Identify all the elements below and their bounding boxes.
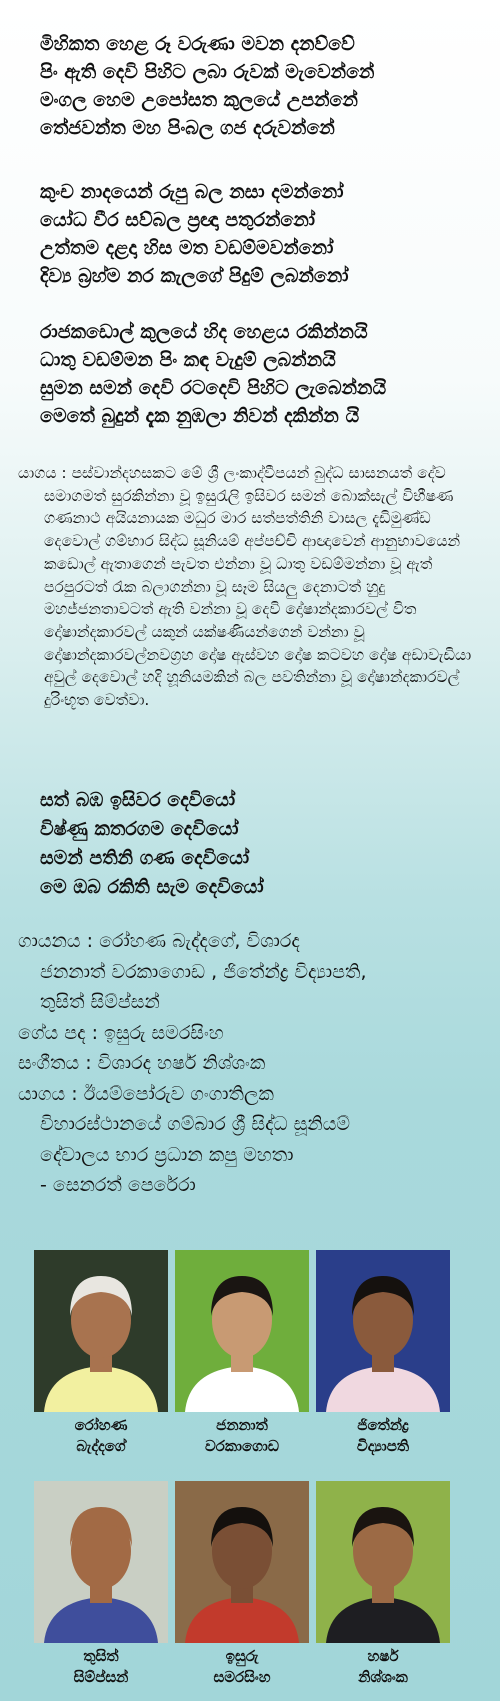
artist-name-line-1: ඉසුරු [225,1647,259,1665]
verse-line: මෙතේ බුදුන් දැක නුඹලා නිවන් දකින්න යි [40,405,360,427]
artist-photo [316,1481,450,1643]
music-credit [18,1048,488,1079]
verse-2 [40,178,470,290]
verse-3 [40,318,470,430]
singers-line-1: රෝහණ බැද්දගේ, විශාරද [99,930,300,952]
verse-line: සුමන සමන් දෙවි රටදෙවි පිහිට ලැබෙන්නයි [40,377,387,399]
artist-caption [34,1646,168,1692]
portrait-image [34,1481,168,1643]
artist-name-line-1: ජිතේන්ද්‍ර [357,1416,409,1434]
artist-caption [175,1646,309,1692]
artist-photo [175,1250,309,1412]
yaga-intro [18,462,478,712]
artist-photo [34,1481,168,1643]
artist-caption [175,1415,309,1461]
artist-card [34,1481,168,1692]
verse-1 [40,30,470,142]
singers-line-2: ජනනාත් වරකාගොඩ , ජිතේන්ද්‍ර විද්‍යාපති, [40,960,367,983]
artist-name-line-1: ජනනාත් [216,1416,268,1434]
artist-card [316,1250,450,1461]
singers-line-3: තුසිත් සිම්ප්සන් [40,991,160,1013]
yaga-credit [18,1079,488,1110]
verse-line: තේජවන්ත මහ පිංබල ගජ දරුවන්නේ [40,117,335,139]
yaga-line-1: ඊයම්පෝරුව ගංගාතිලක [83,1082,274,1105]
yaga-paragraph [18,462,478,712]
portrait-image [175,1481,309,1643]
chorus [40,786,264,902]
artist-name-line-2: නිශ්ශංක [358,1668,408,1686]
verse-line: පිං ඇති දෙවි පිහිට ලබා රුවක් මැවෙන්නේ [40,61,375,83]
music-label: සංගීතය : [18,1052,98,1074]
artist-name-line-1: හර්ෂ [367,1647,399,1665]
artist-caption [316,1646,450,1692]
verse-line: රාජකඩොල් කුලයේ හිද හෙළය රකින්නයි [40,321,368,343]
chorus-line: සමන් පතිනි ගණ දෙවියෝ [40,847,250,869]
lyrics-value: ඉසුරු සමරසිංහ [104,1021,224,1044]
credits [18,926,488,1201]
portrait-image [34,1250,168,1412]
yaga-credit-label: යාගය : [18,1082,84,1105]
artist-card [34,1250,168,1461]
yaga-line-3: දේවාලය භාර ප්‍රධාන කපු මහතා [40,1143,294,1166]
portrait-image [316,1481,450,1643]
artist-name-line-1: රෝහණ [74,1416,128,1434]
singers-credit [18,926,488,957]
chorus-line: සත් බඹ ඉසිවර දෙවියෝ [40,789,236,811]
verse-line: යෝධ වීර සව්බල ප්‍රඥා පතුරන්නෝ [40,209,316,231]
artist-name-line-2: වරකාගොඩ [205,1437,279,1455]
artist-photo [34,1250,168,1412]
yaga-label: යාගය : [18,464,72,482]
artist-photo [316,1250,450,1412]
lyrics-credit [18,1018,488,1049]
verse-line: මංගල හෙම උපෝසත කුලයේ උපන්නේ [40,89,358,111]
artist-photos [34,1250,450,1692]
artist-name-line-2: බැද්දගේ [76,1437,126,1455]
lyrics-label: ගේය පද : [18,1021,105,1044]
artist-name-line-2: විද්‍යාපති [356,1437,410,1455]
verse-line: ධාතු වඩම්මන පිං කඳ වැදුම් ලබන්නයි [40,349,336,371]
author-credit: - සෙනරත් පෙරේරා [40,1174,196,1196]
artist-card [316,1481,450,1692]
photo-row-2 [34,1481,450,1692]
artist-caption [34,1415,168,1461]
singers-label: ගායනය : [18,930,100,952]
yaga-line-2: විහාරස්ථානයේ ගම්බාර ශ්‍රී සිද්ධ සූනියම් [40,1113,351,1135]
verse-line: කුංච නාදයෙන් රුපු බල නසා දමන්නෝ [40,181,344,203]
artist-photo [175,1481,309,1643]
artist-card [175,1481,309,1692]
verse-line: දිව්‍ය බ්‍රහ්ම නර කැලගේ පිදුම් ලබන්නෝ [40,265,349,287]
artist-name-line-2: සිම්ප්සන් [73,1668,129,1686]
artist-card [175,1250,309,1461]
artist-name-line-2: සමරසිංහ [213,1668,271,1686]
photo-row-1 [34,1250,450,1461]
music-value: විශාරද හර්ෂ නිශ්ශංක [97,1052,266,1074]
chorus-line: විෂ්ණු කතරගම දෙවියෝ [40,818,239,840]
verse-line: මිහිකත හෙළ රූ වරුණා මවන දනව්වේ [40,33,355,55]
chorus-line: මෙ ඔබ රකිති සැම දෙවියෝ [40,876,264,898]
portrait-image [175,1250,309,1412]
portrait-image [316,1250,450,1412]
yaga-text: පස්වාන්දහසකට මේ ශ්‍රී ලංකාද්වීපයන් බුද්ධ සාසනයත් දේව සමාගමත් සුරකින්නා වූ ඉසුරැලි ඉසිවර සමන් බොක්සැල් විභීෂණ ගණනාථ අයියනායක මධුර මාර සත්පත්තිනි වාසල දැඩිමුණ්ඩ දෙවොල් ගම්භාර සිද්ධ සූනියම් අප්පච්චි ආඥාවෙන් ආනුභාවයෙන් කඩොල් ඇතාගෙන් පැවත එන්නා වූ ධාතු වඩම්මන්නා වූ ඇත් පරපුරටත් රැක බලාගන්නා වූ සෑම සියලු දෙනාටත් හුදු මහජ්ජනතාවටත් ඇති වන්නා වූ දෙවි දෝෂාන්දකාරවල් විත දෝෂාන්දකාරවල් යකුන් යක්ෂණියන්ගෙන් වන්නා වූ දෝෂාන්දකාරවල්නවග්‍රහ දෝෂ ඇස්වහ දෝෂ කටවහ දෝෂ අඩාවැඩියා අවුල් දෙවොල් හදි හූනියමකින් බල පවතින්නා වූ දෝෂාන්දකාරවල් දුරිංභූත වෙත්වා. [44,464,472,710]
artist-name-line-1: තුසිත් [83,1647,119,1665]
verse-line: උත්තම දළදා හිස මත වඩම්මවන්නෝ [40,237,334,259]
artist-caption [316,1415,450,1461]
